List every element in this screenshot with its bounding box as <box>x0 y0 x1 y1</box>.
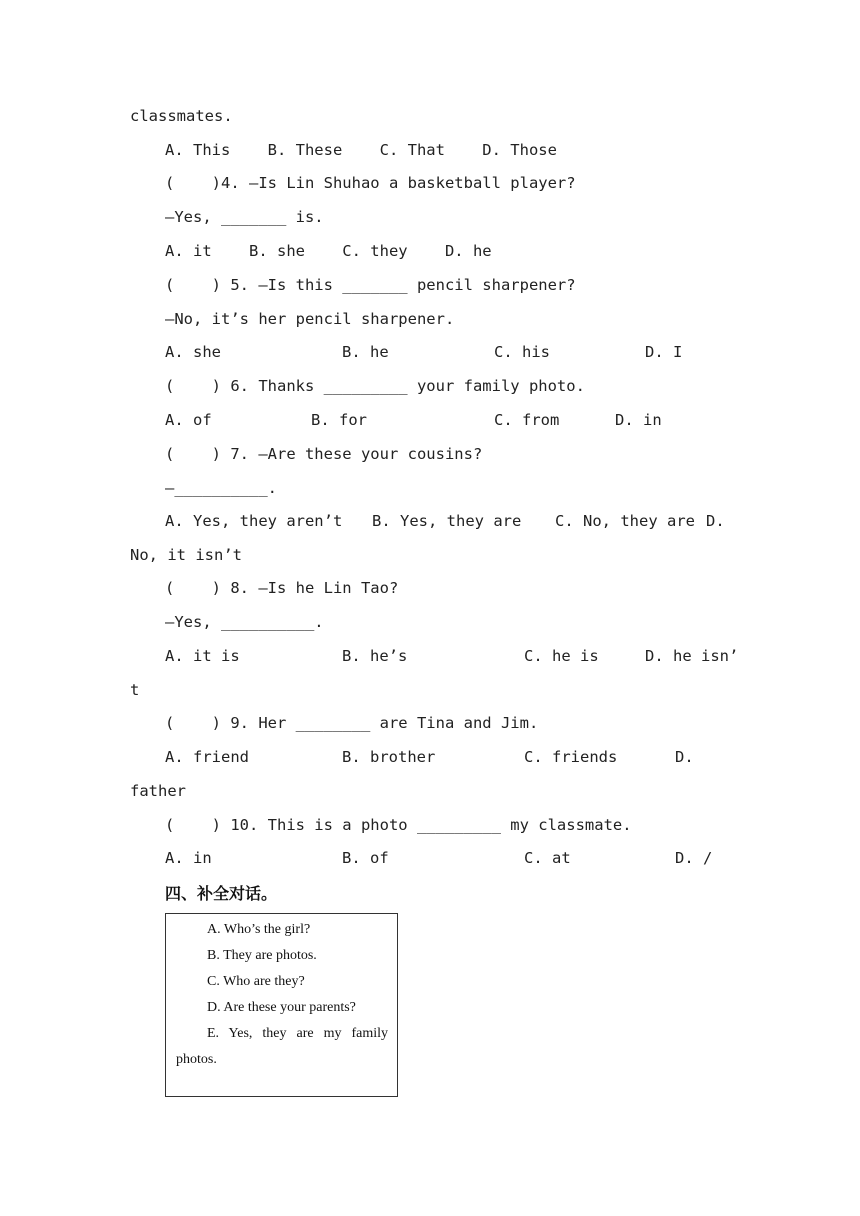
q7-option-a: A. Yes, they aren’t <box>165 512 343 530</box>
q5-answer-line: —No, it’s her pencil sharpener. <box>165 310 455 328</box>
q7-option-c: C. No, they are <box>555 512 695 530</box>
q5-option-c: C. his <box>494 343 550 361</box>
continued-text: classmates. <box>130 107 233 125</box>
q8-question: ( ) 8. —Is he Lin Tao? <box>165 579 399 597</box>
q7-question: ( ) 7. —Are these your cousins? <box>165 445 483 463</box>
q8-answer-line: —Yes, __________. <box>165 613 324 631</box>
q7-option-d-text: No, it isn’t <box>130 546 242 564</box>
q6-option-a: A. of <box>165 411 212 429</box>
q8-option-c: C. he is <box>524 647 599 665</box>
q10-question: ( ) 10. This is a photo _________ my classmate. <box>165 816 632 834</box>
q5-question: ( ) 5. —Is this _______ pencil sharpener? <box>165 276 576 294</box>
q4-options: A. it B. she C. they D. he <box>165 242 492 260</box>
box-option-e-wrap: photos. <box>176 1052 217 1067</box>
box-option-b: B. They are photos. <box>207 948 317 963</box>
box-option-d: D. Are these your parents? <box>207 1000 356 1015</box>
q9-option-c: C. friends <box>524 748 618 766</box>
q10-option-c: C. at <box>524 849 571 867</box>
q8-option-b: B. he’s <box>342 647 408 665</box>
q10-option-b: B. of <box>342 849 389 867</box>
q4-answer-line: —Yes, _______ is. <box>165 208 324 226</box>
q6-question: ( ) 6. Thanks _________ your family photo. <box>165 377 585 395</box>
q9-option-b: B. brother <box>342 748 436 766</box>
q10-option-a: A. in <box>165 849 212 867</box>
q5-option-a: A. she <box>165 343 221 361</box>
q6-option-c: C. from <box>494 411 560 429</box>
q8-option-a: A. it is <box>165 647 240 665</box>
section-heading: 四、补全对话。 <box>165 884 278 903</box>
q9-option-a: A. friend <box>165 748 249 766</box>
q9-option-d-label: D. <box>675 748 694 766</box>
q3-options: A. This B. These C. That D. Those <box>165 141 557 159</box>
q7-answer-line: —__________. <box>165 479 277 497</box>
q5-option-d: D. I <box>645 343 683 361</box>
q10-option-d: D. / <box>675 849 713 867</box>
q6-option-d: D. in <box>615 411 662 429</box>
q6-option-b: B. for <box>311 411 367 429</box>
q4-question: ( )4. —Is Lin Shuhao a basketball player? <box>165 174 576 192</box>
q9-option-d-text: father <box>130 782 186 800</box>
q8-option-d-wrap: t <box>130 681 140 699</box>
q7-option-d-label: D. <box>706 512 725 530</box>
q7-option-b: B. Yes, they are <box>372 512 522 530</box>
q5-option-b: B. he <box>342 343 389 361</box>
box-option-e: E. Yes, they are my family <box>207 1026 388 1041</box>
q9-question: ( ) 9. Her ________ are Tina and Jim. <box>165 714 539 732</box>
box-option-a: A. Who’s the girl? <box>207 922 311 937</box>
q8-option-d: D. he isn’ <box>645 647 739 665</box>
box-option-c: C. Who are they? <box>207 974 305 989</box>
dialogue-options-box <box>165 913 398 1097</box>
